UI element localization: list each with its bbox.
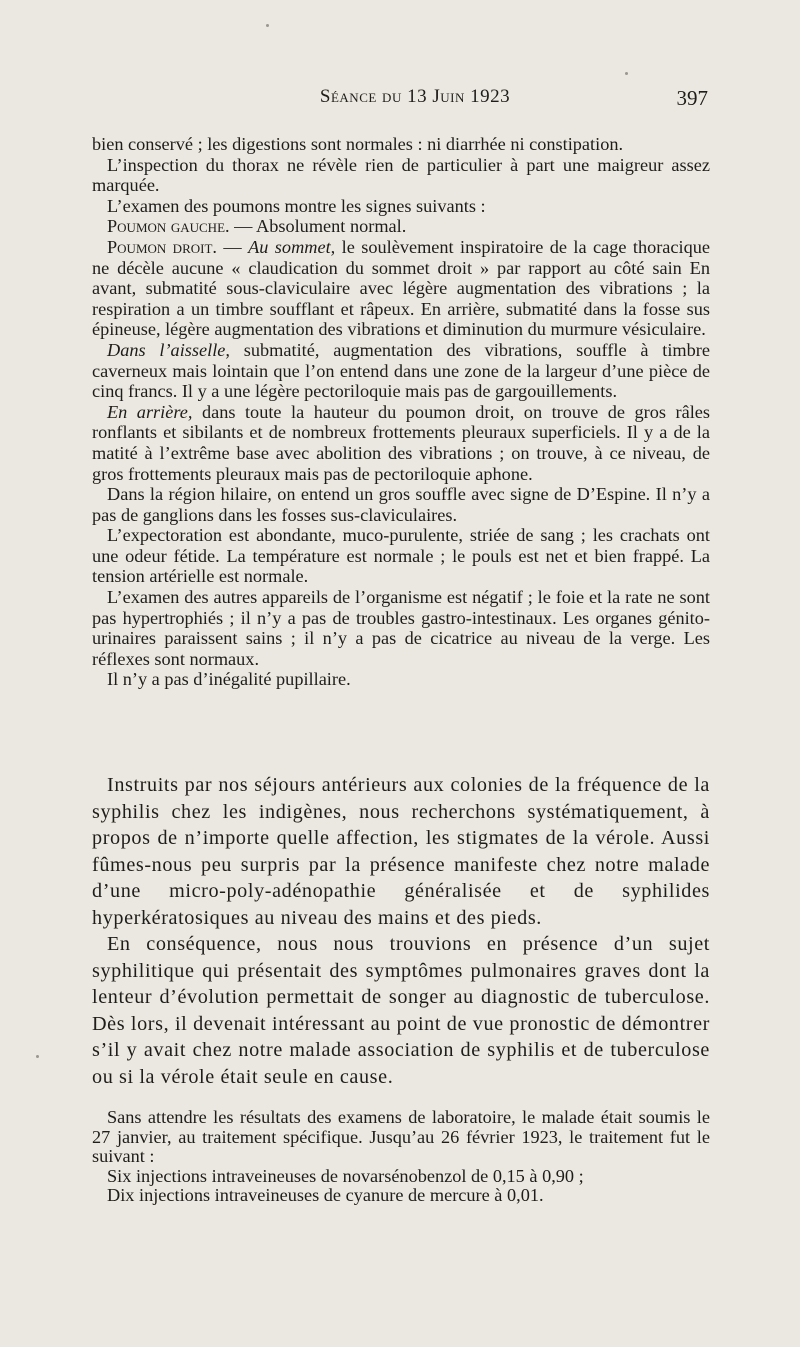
right-lung-label: Poumon droit. bbox=[107, 236, 217, 257]
paper-speck bbox=[266, 24, 269, 27]
posterior-text: dans toute la hauteur du poumon droit, on trouve de gros râles ronflants et sibilants et de nombreux frottements pleuraux superficiels. Il y a de la matité à l’extrême base avec abolition des vibrations ; on trouve, à ce niveau, de gros frottements pleuraux mais pas de pectoriloquie aphone. bbox=[92, 401, 710, 484]
paragraph: Sans attendre les résultats des examens de laboratoire, le malade était soumis le 27 janvier, au traitement spécifique. Jusqu’au 26 février 1923, le traitement fut le suivant : bbox=[92, 1107, 710, 1167]
paragraph: Dans la région hilaire, on entend un gros souffle avec signe de D’Espine. Il n’y a pas de ganglions dans les fosses sus-claviculaires. bbox=[92, 484, 710, 525]
right-lung-text: le soulèvement inspiratoire de la cage thoracique ne décèle aucune « claudication du sommet droit » par rapport au côté sain En avant, submatité sous-claviculaire avec légère augmentation des vibrations ; la respiration a un timbre soufflant et râpeux. En arrière, submatité dans la fosse sus épineuse, légère augmentation des vibrations et diminution du murmure vésiculaire. bbox=[92, 236, 711, 340]
apex-label: Au sommet, bbox=[248, 236, 336, 257]
paragraph: Instruits par nos séjours antérieurs aux colonies de la fréquence de la syphilis chez les indigènes, nous recherchons systématiquement, à propos de n’importe quelle affection, les stigmates de la vérole. Aussi fûmes-nous peu surpris par la présence manifeste chez notre malade d’une micro-poly-adénopathie généralisée et de syphilides hyperkératosiques au niveau des mains et des pieds. bbox=[92, 774, 710, 929]
paper-speck bbox=[625, 72, 628, 75]
paragraph-posterior bbox=[92, 402, 710, 484]
clinical-exam-section bbox=[92, 134, 710, 690]
paragraph: Il n’y a pas d’inégalité pupillaire. bbox=[107, 669, 351, 690]
paragraph: Six injections intraveineuses de novarsénobenzol de 0,15 à 0,90 ; bbox=[107, 1165, 584, 1186]
paragraph: L’examen des autres appareils de l’organisme est négatif ; le foie et la rate ne sont pas hypertrophiés ; il n’y a pas de troubles gastro-intestinaux. Les organes génito-urinaires paraissent sains ; il n’y a pas de cicatrice au niveau de la verge. Les réflexes sont normaux. bbox=[92, 587, 710, 669]
left-lung-text: — Absolument normal. bbox=[229, 216, 407, 237]
page-number: 397 bbox=[676, 86, 708, 110]
paragraph: L’inspection du thorax ne révèle rien de particulier à part une maigreur assez marquée. bbox=[92, 154, 710, 196]
paragraph: En conséquence, nous nous trouvions en présence d’un sujet syphilitique qui présentait des symptômes pulmonaires graves dont la lenteur d’évolution permettait de songer au diagnostic de tuberculose. Dès lors, il devenait intéressant au point de vue pronostic de démontrer s’il y avait chez notre malade association de syphilis et de tuberculose ou si la vérole était seule en cause. bbox=[92, 933, 710, 1088]
dash: — bbox=[216, 236, 249, 257]
discussion-section bbox=[92, 772, 710, 1090]
paragraph-left-lung bbox=[92, 216, 710, 237]
paper-speck bbox=[36, 1055, 39, 1058]
paragraph: L’expectoration est abondante, muco-purulente, striée de sang ; les crachats ont une odeur fétide. La température est normale ; le pouls est net et bien frappé. La tension artérielle est normale. bbox=[92, 525, 710, 587]
armpit-label: Dans l’aisselle, bbox=[107, 339, 230, 360]
paragraph: Dix injections intraveineuses de cyanure de mercure à 0,01. bbox=[107, 1185, 544, 1206]
posterior-label: En arrière, bbox=[107, 401, 193, 422]
treatment-section bbox=[92, 1108, 710, 1206]
running-header bbox=[0, 86, 800, 114]
paragraph-armpit bbox=[92, 340, 710, 402]
paragraph: bien conservé ; les digestions sont normales : ni diarrhée ni constipation. bbox=[92, 134, 624, 154]
paragraph-right-lung bbox=[92, 237, 710, 340]
armpit-text: submatité, augmentation des vibrations, souffle à timbre caverneux mais lointain que l’on entend dans une zone de la largeur d’une pièce de cinq francs. Il y a une légère pectoriloquie mais pas de gargouillements. bbox=[92, 339, 710, 402]
left-lung-label: Poumon gauche. bbox=[107, 216, 230, 237]
running-title: Séance du 13 Juin 1923 bbox=[319, 86, 511, 107]
paragraph: L’examen des poumons montre les signes suivants : bbox=[107, 195, 486, 216]
